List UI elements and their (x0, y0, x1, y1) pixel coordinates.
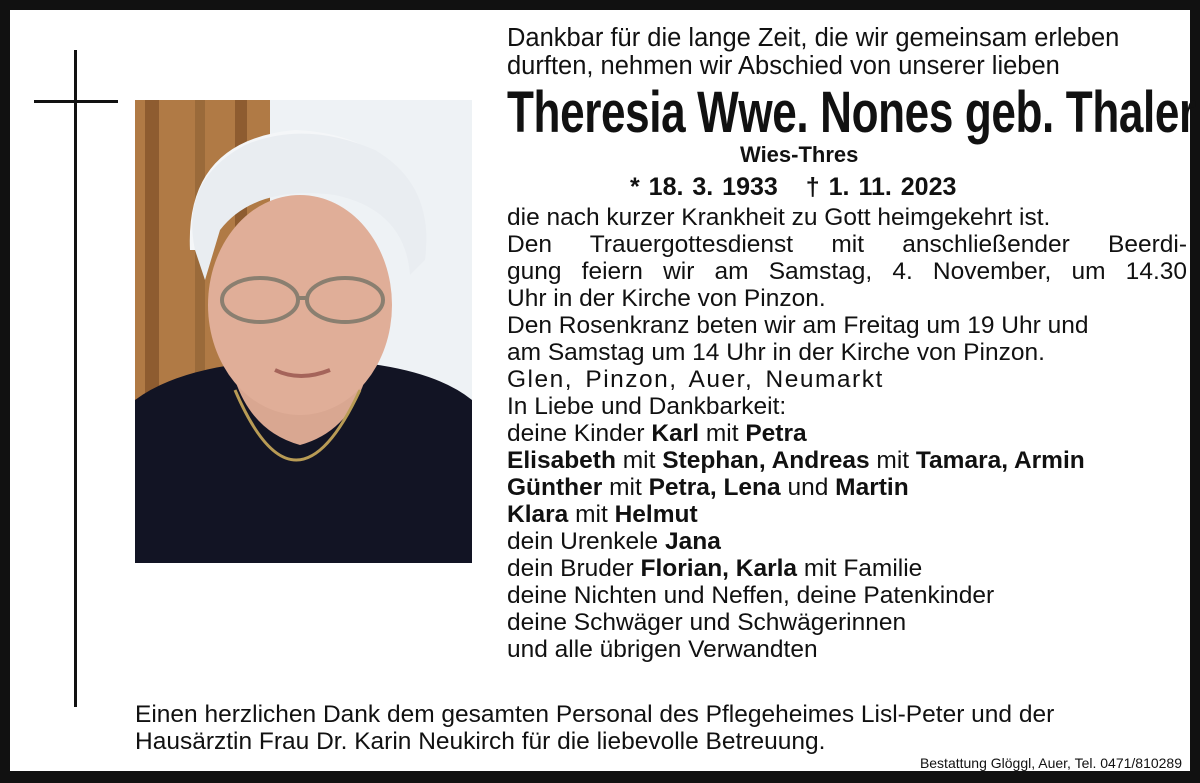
intro-text (507, 24, 1187, 80)
mourner-text: dein Bruder (507, 555, 641, 582)
mourner-text: mit (615, 447, 663, 474)
portrait-photo (135, 100, 472, 563)
mourner-name: Günther (507, 474, 603, 501)
mourner-text: dein Urenkele (507, 528, 665, 555)
mourner-name: Jana (664, 528, 721, 555)
text-line: Den Rosenkranz beten wir am Freitag um 19 Uhr und (507, 312, 1089, 339)
mourner-name: Petra, Lena (648, 474, 781, 501)
cross-icon (74, 50, 77, 707)
text-line: Den Trauergottesdienst mit anschließender Beerdi- (507, 231, 1187, 258)
mourner-row (507, 474, 1187, 501)
thanks-text (135, 701, 1185, 755)
mourner-text: mit (869, 447, 916, 474)
funeral-home-credit: Bestattung Glöggl, Auer, Tel. 0471/810289 (919, 755, 1182, 771)
mourner-name: Helmut (614, 501, 698, 528)
text-line: die nach kurzer Krankheit zu Gott heimgekehrt ist. (507, 204, 1051, 231)
mourner-row (507, 447, 1187, 474)
mourner-text: mit (568, 501, 615, 528)
thanks-line: Einen herzlichen Dank dem gesamten Personal des Pflegeheimes Lisl-Peter und der (135, 701, 1055, 728)
intro-line: durften, nehmen wir Abschied von unserer lieben (507, 52, 1060, 80)
mourner-row: deine Nichten und Neffen, deine Patenkinder (507, 582, 995, 609)
deceased-name: Theresia Wwe. Nones geb. Thaler (507, 80, 1196, 145)
mourner-name: Elisabeth (507, 447, 616, 474)
text-line: gung feiern wir am Samstag, 4. November, um 14.30 (507, 258, 1187, 285)
places-line: Glen, Pinzon, Auer, Neumarkt (507, 366, 884, 393)
house-name: Wies-Thres (740, 142, 859, 167)
text-line: In Liebe und Dankbarkeit: (507, 393, 787, 420)
intro-line: Dankbar für die lange Zeit, die wir gemeinsam erleben (507, 24, 1120, 52)
mourner-row: und alle übrigen Verwandten (507, 636, 818, 663)
mourner-name: Klara (507, 501, 569, 528)
thanks-line: Hausärztin Frau Dr. Karin Neukirch für die liebevolle Betreuung. (135, 728, 826, 755)
mourner-row (507, 528, 1187, 555)
mourner-row (507, 420, 1187, 447)
cross-icon-bar (34, 100, 118, 103)
mourner-text: mit (699, 420, 746, 447)
text-line: am Samstag um 14 Uhr in der Kirche von Pinzon. (507, 339, 1045, 366)
mourner-name: Martin (835, 474, 909, 501)
mourner-name: Tamara, Armin (915, 447, 1085, 474)
death-date: † 1. 11. 2023 (805, 173, 957, 201)
mourner-text: mit (602, 474, 649, 501)
mourner-row (507, 501, 1187, 528)
service-details (507, 204, 1187, 663)
text-line: Uhr in der Kirche von Pinzon. (507, 285, 826, 312)
mourner-text: mit Familie (797, 555, 923, 582)
mourner-name: Petra (745, 420, 807, 447)
mourner-name: Karl (651, 420, 700, 447)
mourner-row (507, 555, 1187, 582)
mourner-text: und (780, 474, 836, 501)
mourner-name: Stephan, Andreas (662, 447, 870, 474)
mourner-name: Florian, Karla (640, 555, 798, 582)
birth-date: * 18. 3. 1933 (630, 173, 778, 201)
life-dates (630, 173, 956, 202)
mourner-text: deine Kinder (507, 420, 652, 447)
mourner-row: deine Schwäger und Schwägerinnen (507, 609, 907, 636)
